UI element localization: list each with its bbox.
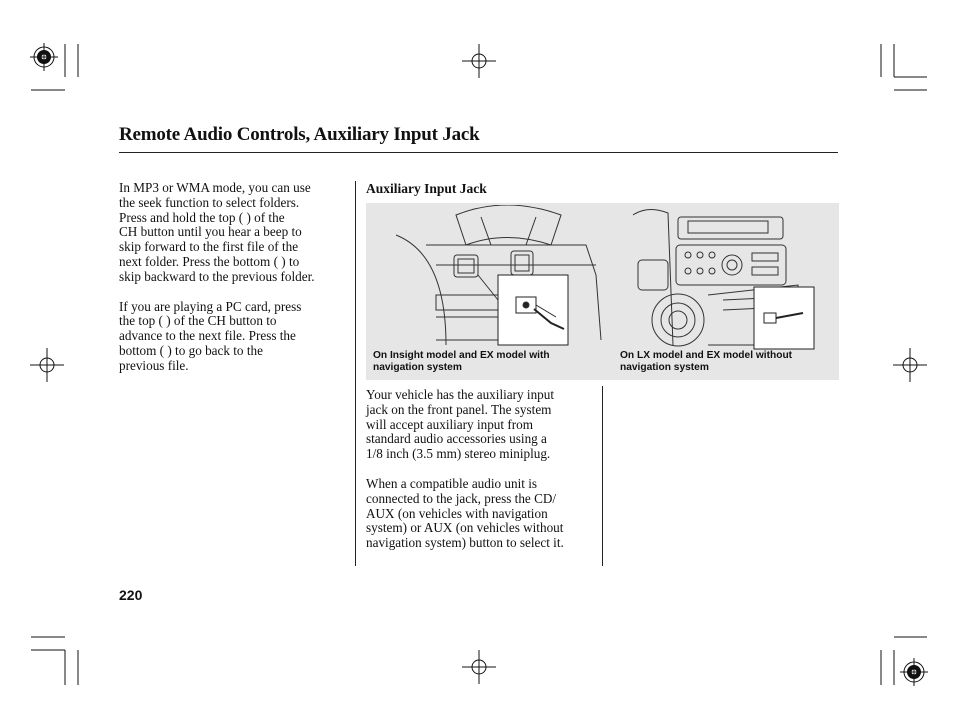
page-title: Remote Audio Controls, Auxiliary Input Jack — [119, 124, 480, 145]
figure-left-caption: On Insight model and EX model with navigation system — [373, 350, 550, 373]
insight-console-illustration — [386, 205, 626, 355]
figure-right-caption: On LX model and EX model without navigation system — [620, 350, 793, 373]
page-number: 220 — [119, 587, 143, 603]
title-divider — [119, 152, 838, 153]
aux-select-paragraph: When a compatible audio unit is connected to the jack, press the CD/ AUX (on vehicles with navigation system) or AUX (on vehicles without navigation system) button to select it. — [366, 475, 564, 551]
aux-jack-figure — [366, 203, 839, 380]
left-column — [119, 181, 349, 374]
column-divider-left — [355, 181, 356, 566]
column-divider-right — [602, 386, 603, 566]
aux-input-description-paragraph: Your vehicle has the auxiliary input jack on the front panel. The system will accept auxiliary input from standard audio accessories using a 1/8 inch (3.5 mm) stereo miniplug. — [366, 387, 555, 462]
pc-card-paragraph: If you are playing a PC card, press the top ( ) of the CH button to advance to the next file. Press the bottom ( ) to go back to the previous file. — [119, 298, 302, 373]
seek-folder-paragraph: In MP3 or WMA mode, you can use the seek function to select folders. Press and hold the top ( ) of the CH button until you hear a beep to skip forward to the first file of the next folder. Press the bottom ( ) to skip backward to the previous folder. — [119, 180, 315, 284]
aux-jack-heading: Auxiliary Input Jack — [366, 181, 487, 196]
lx-radio-illustration — [628, 205, 828, 355]
aux-jack-text — [366, 388, 598, 551]
